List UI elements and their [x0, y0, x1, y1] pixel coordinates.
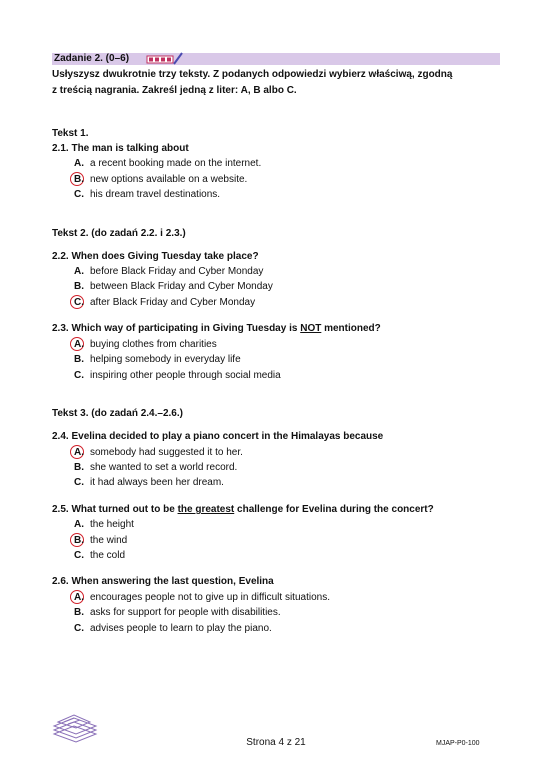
option-letter-c[interactable]: C.	[74, 370, 84, 381]
question-text-post: challenge for Evelina during the concert?	[234, 504, 434, 515]
question-emphasis: NOT	[300, 323, 322, 334]
text3-heading: Tekst 3. (do zadań 2.4.–2.6.)	[52, 408, 183, 419]
question-text-pre: What turned out to be	[71, 504, 178, 515]
option-text: buying clothes from charities	[90, 339, 217, 350]
question-number: 2.6.	[52, 576, 69, 587]
question-text: The man is talking about	[71, 143, 189, 154]
question-text-post: mentioned?	[321, 323, 381, 334]
question-number: 2.5.	[52, 504, 69, 515]
option-letter-c[interactable]: C.	[74, 477, 84, 488]
option-text: after Black Friday and Cyber Monday	[90, 297, 256, 308]
task-instruction	[52, 67, 512, 99]
question-text: When answering the last question, Evelina	[71, 576, 274, 587]
option-letter-a[interactable]: A.	[74, 158, 84, 169]
option-letter-a[interactable]: A.	[74, 519, 84, 530]
option-letter-c[interactable]: C.	[74, 189, 84, 200]
option-letter-b[interactable]: B.	[74, 535, 84, 546]
option-text: advises people to learn to play the piano.	[90, 623, 272, 634]
question-number: 2.3.	[52, 323, 69, 334]
text1-heading: Tekst 1.	[52, 128, 89, 139]
option-text: the height	[90, 519, 134, 530]
option-text: inspiring other people through social media	[90, 370, 281, 381]
option-letter-c[interactable]: C.	[74, 297, 84, 308]
option-letter-a[interactable]: A.	[74, 339, 84, 350]
option-letter-b[interactable]: B.	[74, 607, 84, 618]
question-number: 2.2.	[52, 251, 69, 262]
option-letter-b[interactable]: B.	[74, 354, 84, 365]
option-text: between Black Friday and Cyber Monday	[90, 281, 273, 292]
option-text: it had always been her dream.	[90, 477, 224, 488]
option-text: a recent booking made on the internet.	[90, 158, 262, 169]
exam-code: MJAP-P0-100	[436, 740, 480, 747]
question-number: 2.4.	[52, 431, 69, 442]
instruction-line-2: z treścią nagrania. Zakreśl jedną z liter: A, B albo C.	[52, 85, 297, 96]
question-text: When does Giving Tuesday take place?	[71, 251, 259, 262]
question-text-pre: Which way of participating in Giving Tuesday is	[71, 323, 301, 334]
question-text: Evelina decided to play a piano concert in the Himalayas because	[71, 431, 384, 442]
question-2-6	[52, 576, 274, 588]
option-text: new options available on a website.	[90, 174, 248, 185]
option-letter-b[interactable]: B.	[74, 174, 84, 185]
option-text: helping somebody in everyday life	[90, 354, 241, 365]
option-letter-b[interactable]: B.	[74, 281, 84, 292]
question-2-3	[52, 323, 381, 335]
option-text: somebody had suggested it to her.	[90, 447, 243, 458]
question-2-4	[52, 431, 383, 443]
question-2-1	[52, 143, 189, 155]
option-text: his dream travel destinations.	[90, 189, 221, 200]
option-letter-b[interactable]: B.	[74, 462, 84, 473]
option-letter-a[interactable]: A.	[74, 592, 84, 603]
option-letter-c[interactable]: C.	[74, 550, 84, 561]
question-number: 2.1.	[52, 143, 69, 154]
question-2-5	[52, 504, 434, 516]
question-emphasis: the greatest	[177, 504, 235, 515]
task-title: Zadanie 2. (0–6)	[54, 53, 130, 64]
page-number: Strona 4 z 21	[246, 737, 306, 748]
option-text: encourages people not to give up in difficult situations.	[90, 592, 330, 603]
text2-heading: Tekst 2. (do zadań 2.2. i 2.3.)	[52, 228, 186, 239]
option-text: asks for support for people with disabilities.	[90, 607, 281, 618]
question-2-2	[52, 251, 259, 263]
option-text: the cold	[90, 550, 126, 561]
option-text: the wind	[90, 535, 128, 546]
option-letter-a[interactable]: A.	[74, 447, 84, 458]
option-letter-c[interactable]: C.	[74, 623, 84, 634]
option-text: she wanted to set a world record.	[90, 462, 238, 473]
points-boxes-pen-icon	[146, 52, 184, 66]
option-letter-a[interactable]: A.	[74, 266, 84, 277]
instruction-line-1: Usłyszysz dwukrotnie trzy teksty. Z podanych odpowiedzi wybierz właściwą, zgodną	[52, 69, 453, 80]
option-text: before Black Friday and Cyber Monday	[90, 266, 264, 277]
